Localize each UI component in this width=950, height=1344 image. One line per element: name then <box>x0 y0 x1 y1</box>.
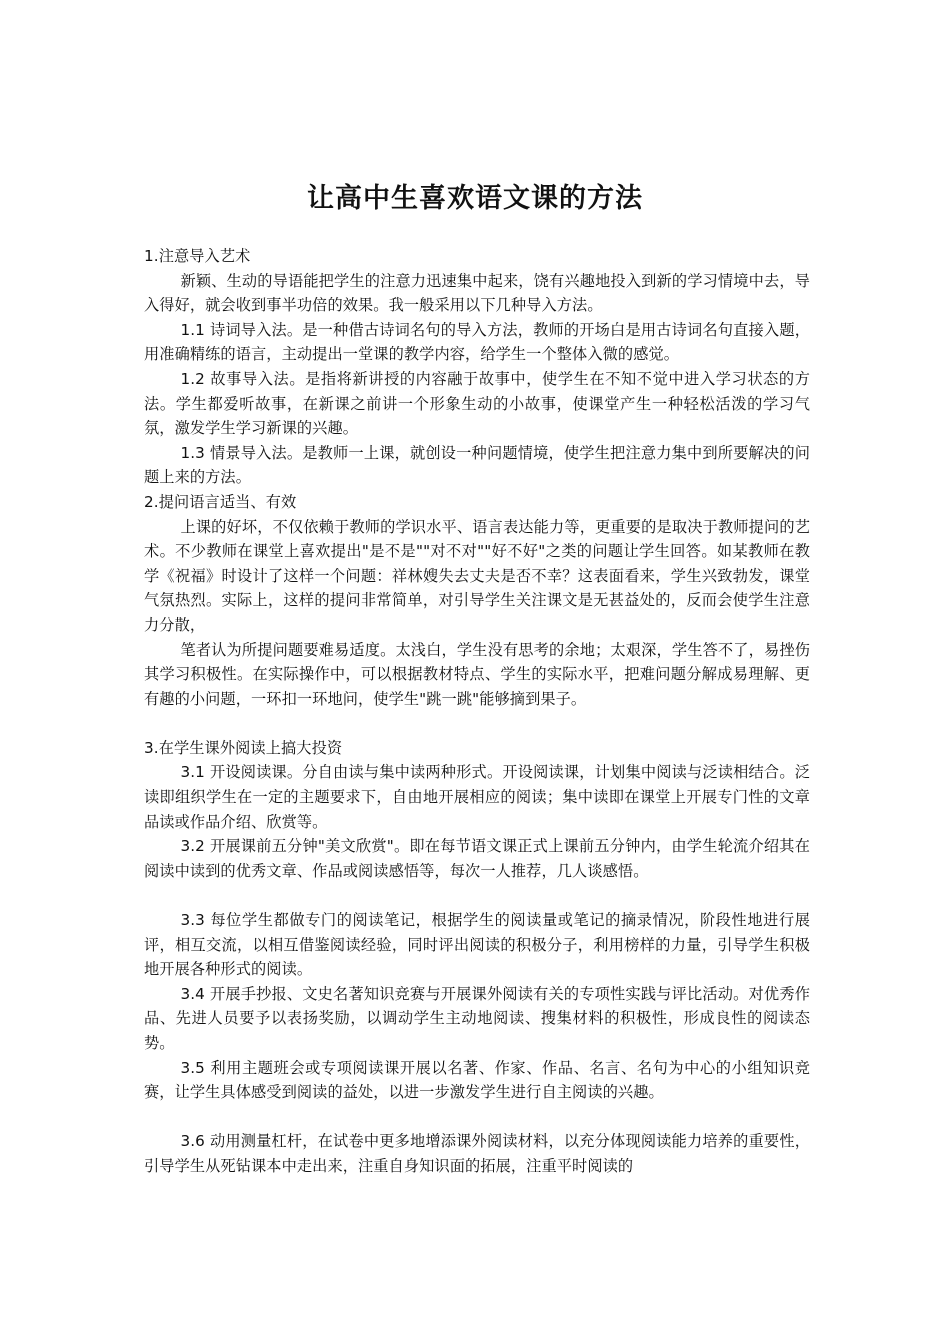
body-paragraph: 1.3 情景导入法。是教师一上课，就创设一种问题情境，使学生把注意力集中到所要解决的问题上来的方法。 <box>144 443 810 487</box>
body-paragraph: 3.5 利用主题班会或专项阅读课开展以名著、作家、作品、名言、名句为中心的小组知识竞赛，让学生具体感受到阅读的益处，以进一步激发学生进行自主阅读的兴趣。 <box>144 1058 810 1102</box>
body-paragraph: 1.1 诗词导入法。是一种借古诗词名句的导入方法，教师的开场白是用古诗词名句直接入题，用准确精练的语言，主动提出一堂课的教学内容，给学生一个整体入微的感觉。 <box>144 320 810 364</box>
body-paragraph: 上课的好坏，不仅依赖于教师的学识水平、语言表达能力等，更重要的是取决于教师提问的艺术。不少教师在课堂上喜欢提出"是不是""对不对""好不好"之类的问题让学生回答。如某教师在教学《祝福》时设计了这样一个问题：祥林嫂失去丈夫是否不幸？这表面看来，学生兴致勃发，课堂气氛热烈。实际上，这样的提问非常简单，对引导学生关注课文是无甚益处的，反而会使学生注意力分散， <box>144 517 810 634</box>
document-title: 让高中生喜欢语文课的方法 <box>307 183 643 214</box>
blank-line <box>144 1105 810 1130</box>
body-paragraph: 新颖、生动的导语能把学生的注意力迅速集中起来，饶有兴趣地投入到新的学习情境中去，导入得好，就会收到事半功倍的效果。我一般采用以下几种导入方法。 <box>144 271 810 315</box>
section-heading: 1.注意导入艺术 <box>144 247 251 265</box>
body-paragraph: 3.1 开设阅读课。分自由读与集中读两种形式。开设阅读课，计划集中阅读与泛读相结合。泛读即组织学生在一定的主题要求下，自由地开展相应的阅读；集中读即在课堂上开展专门性的文章品读或作品介绍、欣赏等。 <box>144 763 810 831</box>
body-paragraph: 3.6 动用测量杠杆，在试卷中更多地增添课外阅读材料，以充分体现阅读能力培养的重要性，引导学生从死钻课本中走出来，注重自身知识面的拓展，注重平时阅读的 <box>144 1132 810 1175</box>
section-heading: 3.在学生课外阅读上搞大投资 <box>144 738 343 757</box>
blank-line <box>144 711 810 736</box>
body-paragraph: 1.2 故事导入法。是指将新讲授的内容融于故事中，使学生在不知不觉中进入学习状态的方法。学生都爱听故事，在新课之前讲一个形象生动的小故事，使课堂产生一种轻松活泼的学习气氛，激发学生学习新课的兴趣。 <box>144 369 810 438</box>
body-paragraph: 3.2 开展课前五分钟"美文欣赏"。即在每节语文课正式上课前五分钟内，由学生轮流介绍其在阅读中读到的优秀文章、作品或阅读感悟等，每次一人推荐，几人谈感悟。 <box>144 837 810 880</box>
body-paragraph: 3.4 开展手抄报、文史名著知识竞赛与开展课外阅读有关的专项性实践与评比活动。对优秀作品、先进人员要予以表扬奖励，以调动学生主动地阅读、搜集材料的积极性，形成良性的阅读态势。 <box>144 984 810 1052</box>
section-heading: 2.提问语言适当、有效 <box>144 492 297 511</box>
blank-line <box>144 883 810 908</box>
body-paragraph: 3.3 每位学生都做专门的阅读笔记，根据学生的阅读量或笔记的摘录情况，阶段性地进行展评，相互交流，以相互借鉴阅读经验，同时评出阅读的积极分子，利用榜样的力量，引导学生积极地开展各种形式的阅读。 <box>144 911 810 979</box>
document-body <box>144 244 810 1179</box>
body-paragraph: 笔者认为所提问题要难易适度。太浅白，学生没有思考的余地；太艰深，学生答不了，易挫伤其学习积极性。在实际操作中，可以根据教材特点、学生的实际水平，把难问题分解成易理解、更有趣的小问题，一环扣一环地问，使学生"跳一跳"能够摘到果子。 <box>144 640 810 708</box>
